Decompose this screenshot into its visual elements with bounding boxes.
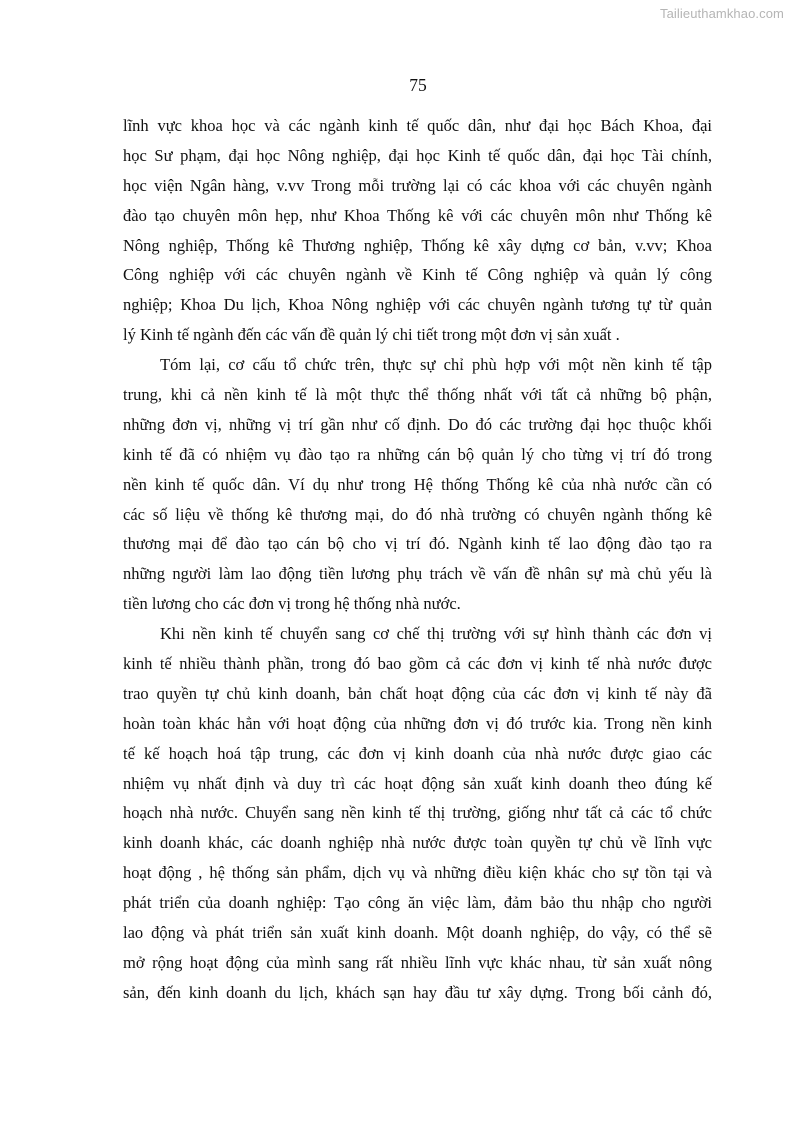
text-line: trung, khi cả nền kinh tế là một thực thể thống nhất với tất cả những bộ phận, [123,385,712,405]
text-line: tế kế hoạch hoá tập trung, các đơn vị kinh doanh của nhà nước được giao các [123,743,712,763]
watermark-text: Tailieuthamkhao.com [659,6,784,21]
text-line: hoạt động , hệ thống sản phẩm, dịch vụ và những điều kiện khác cho sự tồn tại và [123,863,712,883]
text-line: hoàn toàn khác hẳn với hoạt động của những đơn vị đó trước kia. Trong nền kinh [123,713,712,733]
text-line: trao quyền tự chủ kinh doanh, bản chất hoạt động của các đơn vị kinh tế này đã [123,683,712,703]
text-line: những đơn vị, những vị trí gần như cố định. Do đó các trường đại học thuộc khối [123,414,712,434]
text-line: hoạch nhà nước. Chuyển sang nền kinh tế thị trường, giống như tất cả các tổ chức [123,803,712,823]
text-line: các số liệu về thống kê thương mại, do đó nhà trường có chuyên ngành thống kê [123,504,712,524]
text-line: đào tạo chuyên môn hẹp, như Khoa Thống kê với các chuyên môn như Thống kê [123,205,712,225]
text-line: tiền lương cho các đơn vị trong hệ thống nhà nước. [123,594,461,614]
text-line: nền kinh tế quốc dân. Ví dụ như trong Hệ thống Thống kê của nhà nước cần có [123,474,712,494]
text-line: kinh tế nhiều thành phần, trong đó bao gồm cả các đơn vị kinh tế nhà nước được [123,654,712,674]
text-line: học viện Ngân hàng, v.vv Trong mỗi trường lại có các khoa với các chuyên ngành [123,175,712,195]
text-line: lao động và phát triển sản xuất kinh doanh. Một doanh nghiệp, do vậy, có thể sẽ [123,923,712,943]
text-line: thương mại để đào tạo cán bộ cho vị trí đó. Ngành kinh tế lao động đào tạo ra [123,534,712,554]
text-line: lý Kinh tế ngành đến các vấn đề quản lý chi tiết trong một đơn vị sản xuất . [123,325,620,345]
document-body [123,111,712,1008]
text-line: sản, đến kinh doanh du lịch, khách sạn hay đầu tư xây dựng. Trong bối cảnh đó, [123,982,712,1002]
text-line: nghiệp; Khoa Du lịch, Khoa Nông nghiệp với các chuyên ngành tương tự từ quản [123,295,712,315]
text-line: Tóm lại, cơ cấu tổ chức trên, thực sự chỉ phù hợp với một nền kinh tế tập [160,355,712,375]
text-line: kinh tế đã có nhiệm vụ đào tạo ra những cán bộ quản lý cho từng vị trí đó trong [123,444,712,464]
text-line: mở rộng hoạt động của mình sang rất nhiều lĩnh vực khác nhau, từ sản xuất nông [123,952,712,972]
paragraph-2 [123,350,712,619]
paragraph-1 [123,111,712,350]
text-line: Khi nền kinh tế chuyển sang cơ chế thị trường với sự hình thành các đơn vị [160,624,712,644]
text-line: kinh doanh khác, các doanh nghiệp nhà nước được toàn quyền tự chủ về lĩnh vực [123,833,712,853]
text-line: những người làm lao động tiền lương phụ trách về vấn đề nhân sự mà chủ yếu là [123,564,712,584]
page-number: 75 [409,75,427,95]
text-line: phát triển của doanh nghiệp: Tạo công ăn việc làm, đảm bảo thu nhập cho người [123,893,712,913]
paragraph-3 [123,619,712,1008]
text-line: lĩnh vực khoa học và các ngành kinh tế quốc dân, như đại học Bách Khoa, đại [123,116,712,135]
text-line: học Sư phạm, đại học Nông nghiệp, đại học Kinh tế quốc dân, đại học Tài chính, [123,145,712,165]
text-line: nhiệm vụ nhất định và duy trì các hoạt động sản xuất kinh doanh theo đúng kế [123,773,712,793]
text-line: Nông nghiệp, Thống kê Thương nghiệp, Thống kê xây dựng cơ bản, v.vv; Khoa [123,235,712,255]
text-line: Công nghiệp với các chuyên ngành về Kinh tế Công nghiệp và quản lý công [123,265,712,285]
